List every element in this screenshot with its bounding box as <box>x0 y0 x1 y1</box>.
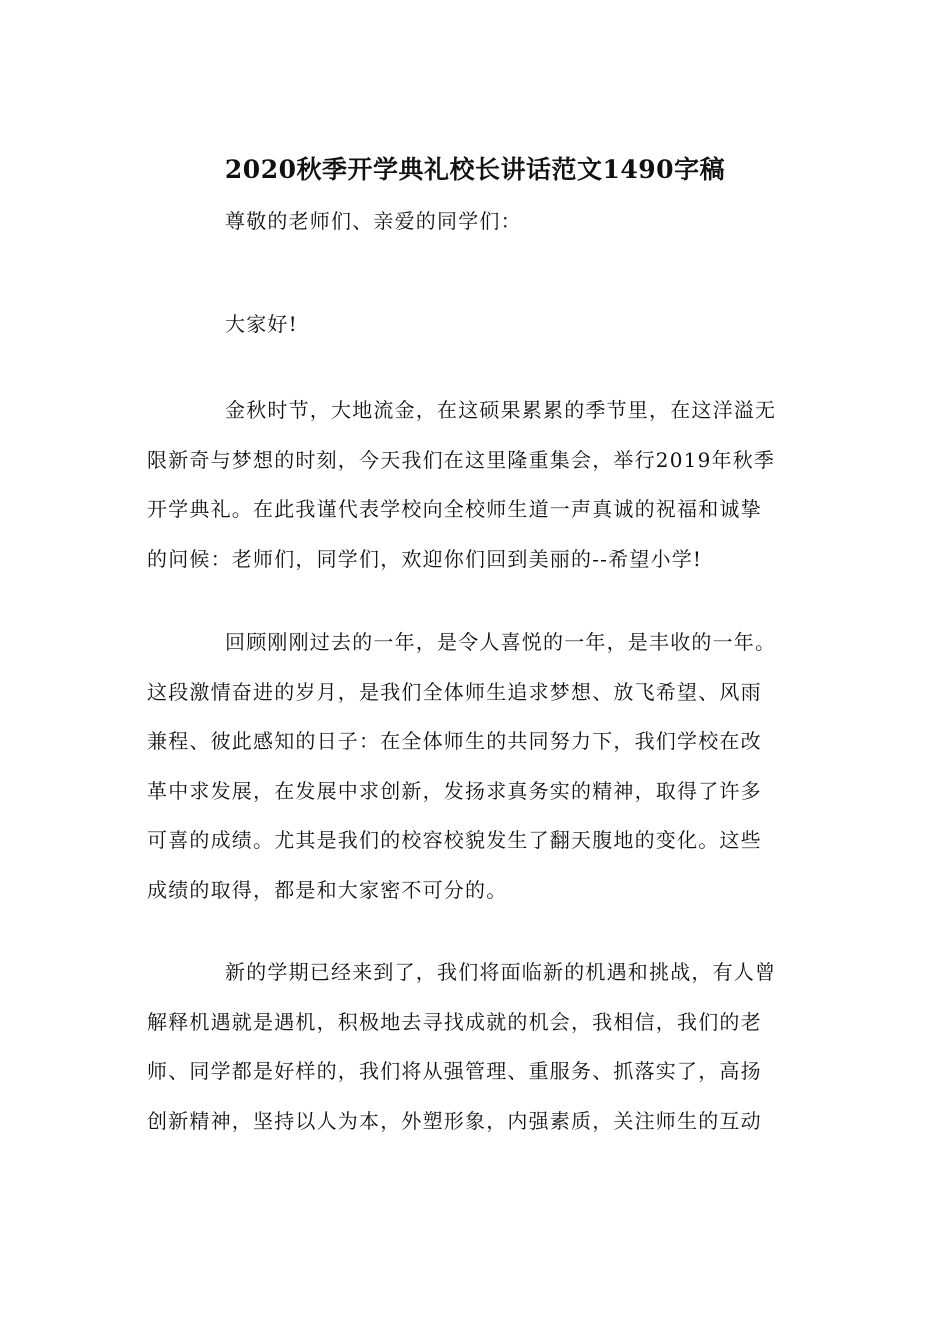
paragraph-2-line: 成绩的取得，都是和大家密不可分的。 <box>147 877 508 902</box>
paragraph-2-line: 这段激情奋进的岁月，是我们全体师生追求梦想、放飞希望、风雨 <box>147 679 762 704</box>
paragraph-2-line: 兼程、彼此感知的日子：在全体师生的共同努力下，我们学校在改 <box>147 729 762 753</box>
paragraph-2-line: 可喜的成绩。尤其是我们的校容校貌发生了翻天腹地的变化。这些 <box>147 828 762 852</box>
greeting-paragraph <box>147 197 807 247</box>
paragraph-1-line: 的问候：老师们，同学们，欢迎你们回到美丽的--希望小学! <box>147 546 703 571</box>
paragraph-2 <box>147 618 807 915</box>
paragraph-1-line: 开学典礼。在此我谨代表学校向全校师生道一声真诚的祝福和诚挚 <box>147 497 762 521</box>
document-title: 2020秋季开学典礼校长讲话范文1490字稿 <box>224 155 726 184</box>
paragraph-3-line: 师、同学都是好样的，我们将从强管理、重服务、抓落实了，高扬 <box>147 1059 762 1083</box>
paragraph-3-line: 解释机遇就是遇机，积极地去寻找成就的机会，我相信，我们的老 <box>147 1009 762 1034</box>
hello-paragraph <box>147 300 807 350</box>
paragraph-3-line: 创新精神，坚持以人为本，外塑形象，内强素质，关注师生的互动 <box>147 1108 762 1133</box>
paragraph-2-line: 革中求发展，在发展中求创新，发扬求真务实的精神，取得了许多 <box>147 778 762 803</box>
greeting-line: 尊敬的老师们、亲爱的同学们： <box>225 209 522 233</box>
paragraph-3-line: 新的学期已经来到了，我们将面临新的机遇和挑战，有人曾 <box>225 960 777 984</box>
paragraph-1 <box>147 386 807 584</box>
paragraph-3 <box>147 948 807 1146</box>
hello-line: 大家好! <box>225 312 298 336</box>
paragraph-1-line: 限新奇与梦想的时刻，今天我们在这里隆重集会，举行2019年秋季 <box>147 447 776 472</box>
paragraph-2-line: 回顾刚刚过去的一年，是令人喜悦的一年，是丰收的一年。 <box>225 630 777 654</box>
paragraph-1-line: 金秋时节，大地流金，在这硕果累累的季节里，在这洋溢无 <box>225 398 777 422</box>
